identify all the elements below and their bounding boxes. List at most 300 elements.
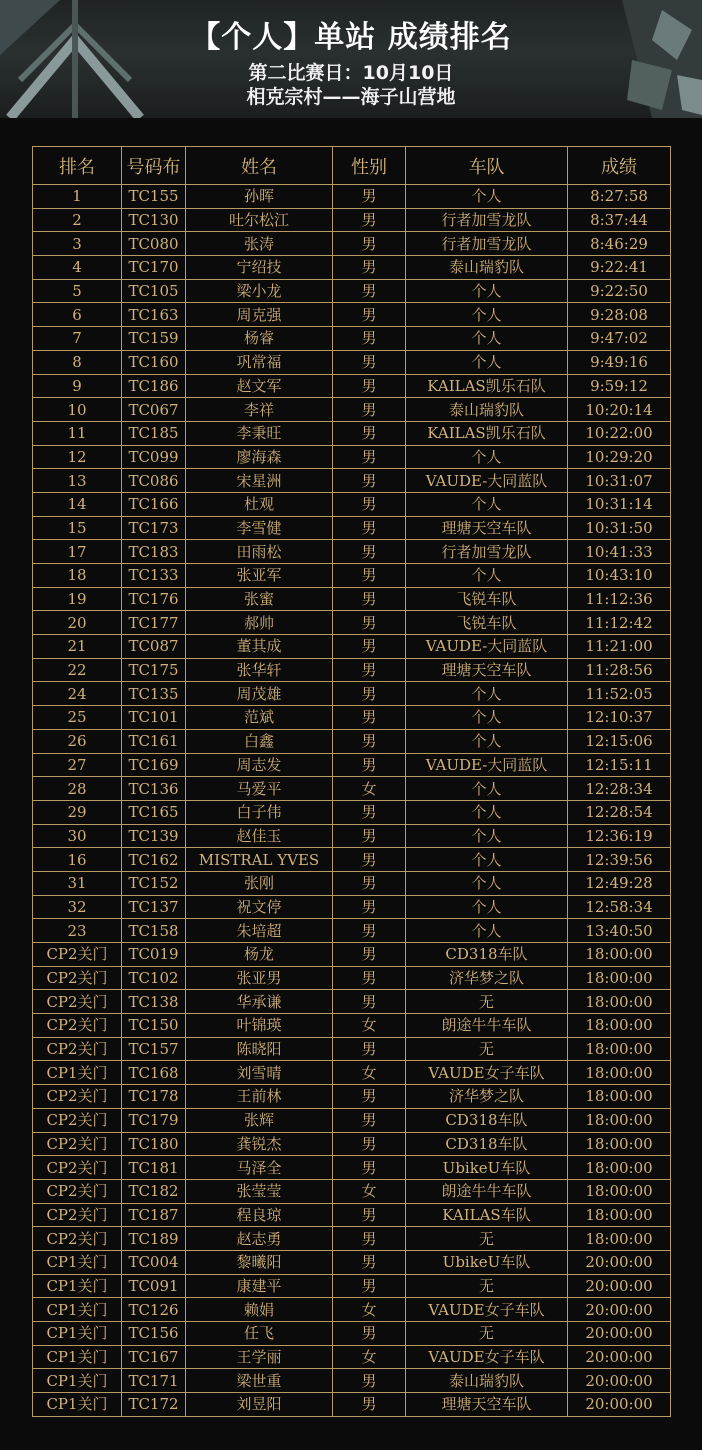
bib-cell: TC136 — [122, 777, 186, 801]
team-cell: 朗途牛牛车队 — [406, 1179, 568, 1203]
rank-cell: 25 — [33, 706, 122, 730]
bib-cell: TC179 — [122, 1108, 186, 1132]
rank-cell: CP2关门 — [33, 990, 122, 1014]
result-cell: 12:28:54 — [568, 800, 671, 824]
rank-cell: 10 — [33, 398, 122, 422]
name-cell: 巩常福 — [186, 350, 333, 374]
name-cell: 李秉旺 — [186, 421, 333, 445]
rank-cell: CP2关门 — [33, 1203, 122, 1227]
result-cell: 12:15:11 — [568, 753, 671, 777]
table-body — [33, 185, 671, 1417]
result-cell: 11:12:42 — [568, 611, 671, 635]
rank-cell: CP2关门 — [33, 1179, 122, 1203]
table-row — [33, 185, 671, 209]
name-cell: 张亚军 — [186, 564, 333, 588]
table-row — [33, 1179, 671, 1203]
rank-cell: 21 — [33, 635, 122, 659]
name-cell: 宋星洲 — [186, 469, 333, 493]
team-cell: 行者加雪龙队 — [406, 232, 568, 256]
gender-cell: 男 — [333, 587, 406, 611]
team-cell: 个人 — [406, 492, 568, 516]
result-cell: 12:10:37 — [568, 706, 671, 730]
bib-cell: TC159 — [122, 327, 186, 351]
table-row — [33, 1227, 671, 1251]
team-cell: VAUDE女子车队 — [406, 1298, 568, 1322]
bib-cell: TC180 — [122, 1132, 186, 1156]
bib-cell: TC183 — [122, 540, 186, 564]
team-cell: 个人 — [406, 895, 568, 919]
table-row — [33, 469, 671, 493]
gender-cell: 男 — [333, 516, 406, 540]
result-cell: 10:43:10 — [568, 564, 671, 588]
team-cell: 个人 — [406, 303, 568, 327]
result-cell: 9:28:08 — [568, 303, 671, 327]
bib-cell: TC004 — [122, 1250, 186, 1274]
rank-cell: 9 — [33, 374, 122, 398]
name-cell: 廖海森 — [186, 445, 333, 469]
team-cell: VAUDE-大同蓝队 — [406, 469, 568, 493]
bib-cell: TC162 — [122, 848, 186, 872]
table-row — [33, 1132, 671, 1156]
table-row — [33, 1156, 671, 1180]
result-cell: 12:49:28 — [568, 871, 671, 895]
result-cell: 8:27:58 — [568, 185, 671, 209]
rank-cell: 26 — [33, 729, 122, 753]
team-cell: 个人 — [406, 729, 568, 753]
table-row — [33, 871, 671, 895]
team-cell: 济华梦之队 — [406, 1085, 568, 1109]
name-cell: 赵文军 — [186, 374, 333, 398]
gender-cell: 女 — [333, 1298, 406, 1322]
bib-cell: TC135 — [122, 682, 186, 706]
result-cell: 10:29:20 — [568, 445, 671, 469]
team-cell: 行者加雪龙队 — [406, 208, 568, 232]
table-row — [33, 1108, 671, 1132]
name-cell: 刘昱阳 — [186, 1393, 333, 1417]
bib-cell: TC080 — [122, 232, 186, 256]
bib-cell: TC181 — [122, 1156, 186, 1180]
rank-cell: 27 — [33, 753, 122, 777]
bib-cell: TC186 — [122, 374, 186, 398]
result-cell: 12:28:34 — [568, 777, 671, 801]
gender-cell: 男 — [333, 469, 406, 493]
result-cell: 8:46:29 — [568, 232, 671, 256]
name-cell: 郝帅 — [186, 611, 333, 635]
result-cell: 9:49:16 — [568, 350, 671, 374]
gender-cell: 男 — [333, 374, 406, 398]
rank-cell: 24 — [33, 682, 122, 706]
gender-cell: 男 — [333, 1274, 406, 1298]
name-cell: 赵佳玉 — [186, 824, 333, 848]
rank-cell: CP2关门 — [33, 966, 122, 990]
name-cell: 康建平 — [186, 1274, 333, 1298]
bib-cell: TC150 — [122, 1014, 186, 1038]
name-cell: 陈晓阳 — [186, 1037, 333, 1061]
name-cell: 王学丽 — [186, 1345, 333, 1369]
gender-cell: 男 — [333, 1108, 406, 1132]
rank-cell: 16 — [33, 848, 122, 872]
rank-cell: CP1关门 — [33, 1393, 122, 1417]
team-cell: 个人 — [406, 350, 568, 374]
result-cell: 18:00:00 — [568, 1132, 671, 1156]
rank-cell: CP1关门 — [33, 1369, 122, 1393]
table-row — [33, 753, 671, 777]
table-row — [33, 208, 671, 232]
table-row — [33, 1369, 671, 1393]
team-cell: 济华梦之队 — [406, 966, 568, 990]
bib-cell: TC101 — [122, 706, 186, 730]
race-route: 相克宗村——海子山营地 — [246, 86, 456, 108]
name-cell: 程良琼 — [186, 1203, 333, 1227]
rank-cell: CP1关门 — [33, 1322, 122, 1346]
result-cell: 18:00:00 — [568, 1203, 671, 1227]
bib-cell: TC175 — [122, 658, 186, 682]
name-cell: 张涛 — [186, 232, 333, 256]
gender-cell: 男 — [333, 327, 406, 351]
rank-cell: 17 — [33, 540, 122, 564]
page-title: 【个人】单站 成绩排名 — [190, 20, 512, 55]
header-banner — [0, 0, 702, 118]
result-cell: 18:00:00 — [568, 990, 671, 1014]
name-cell: 白子伟 — [186, 800, 333, 824]
bib-cell: TC171 — [122, 1369, 186, 1393]
name-cell: 朱培超 — [186, 919, 333, 943]
result-cell: 18:00:00 — [568, 966, 671, 990]
rank-cell: CP2关门 — [33, 1085, 122, 1109]
column-header-bib: 号码布 — [122, 147, 186, 185]
bib-cell: TC155 — [122, 185, 186, 209]
result-cell: 18:00:00 — [568, 1085, 671, 1109]
gender-cell: 男 — [333, 421, 406, 445]
name-cell: 叶锦瑛 — [186, 1014, 333, 1038]
gender-cell: 男 — [333, 611, 406, 635]
table-row — [33, 1037, 671, 1061]
name-cell: 祝文停 — [186, 895, 333, 919]
name-cell: 杜观 — [186, 492, 333, 516]
name-cell: 任飞 — [186, 1322, 333, 1346]
team-cell: UbikeU车队 — [406, 1250, 568, 1274]
team-cell: 个人 — [406, 185, 568, 209]
table-row — [33, 303, 671, 327]
table-row — [33, 824, 671, 848]
table-row — [33, 350, 671, 374]
rank-cell: 7 — [33, 327, 122, 351]
team-cell: 理塘天空车队 — [406, 1393, 568, 1417]
rank-cell: 2 — [33, 208, 122, 232]
result-cell: 18:00:00 — [568, 1227, 671, 1251]
table-row — [33, 374, 671, 398]
rank-cell: CP1关门 — [33, 1250, 122, 1274]
gender-cell: 男 — [333, 492, 406, 516]
name-cell: 吐尔松江 — [186, 208, 333, 232]
table-row — [33, 943, 671, 967]
gender-cell: 男 — [333, 966, 406, 990]
column-header-team: 车队 — [406, 147, 568, 185]
rank-cell: CP2关门 — [33, 1156, 122, 1180]
team-cell: 无 — [406, 1227, 568, 1251]
bib-cell: TC091 — [122, 1274, 186, 1298]
rank-cell: 15 — [33, 516, 122, 540]
gender-cell: 男 — [333, 1250, 406, 1274]
result-cell: 10:41:33 — [568, 540, 671, 564]
gender-cell: 男 — [333, 1227, 406, 1251]
bib-cell: TC177 — [122, 611, 186, 635]
team-cell: 个人 — [406, 848, 568, 872]
name-cell: 赖娟 — [186, 1298, 333, 1322]
team-cell: KAILAS车队 — [406, 1203, 568, 1227]
rank-cell: 1 — [33, 185, 122, 209]
gender-cell: 男 — [333, 398, 406, 422]
result-cell: 11:28:56 — [568, 658, 671, 682]
table-row — [33, 587, 671, 611]
result-cell: 9:47:02 — [568, 327, 671, 351]
result-cell: 18:00:00 — [568, 1179, 671, 1203]
result-cell: 20:00:00 — [568, 1369, 671, 1393]
result-cell: 12:58:34 — [568, 895, 671, 919]
table-row — [33, 279, 671, 303]
table-row — [33, 990, 671, 1014]
table-row — [33, 895, 671, 919]
rank-cell: 18 — [33, 564, 122, 588]
table-row — [33, 800, 671, 824]
gender-cell: 男 — [333, 540, 406, 564]
gender-cell: 男 — [333, 279, 406, 303]
name-cell: 马泽全 — [186, 1156, 333, 1180]
gender-cell: 女 — [333, 1061, 406, 1085]
team-cell: UbikeU车队 — [406, 1156, 568, 1180]
bib-cell: TC160 — [122, 350, 186, 374]
bib-cell: TC156 — [122, 1322, 186, 1346]
rank-cell: 11 — [33, 421, 122, 445]
table-row — [33, 1250, 671, 1274]
bib-cell: TC099 — [122, 445, 186, 469]
rank-cell: CP1关门 — [33, 1298, 122, 1322]
gender-cell: 男 — [333, 1322, 406, 1346]
name-cell: 张刚 — [186, 871, 333, 895]
rank-cell: 29 — [33, 800, 122, 824]
team-cell: VAUDE女子车队 — [406, 1061, 568, 1085]
result-cell: 10:31:07 — [568, 469, 671, 493]
table-row — [33, 1298, 671, 1322]
ranking-table — [32, 146, 671, 1417]
team-cell: 个人 — [406, 777, 568, 801]
result-cell: 9:59:12 — [568, 374, 671, 398]
table-row — [33, 564, 671, 588]
name-cell: 龚锐杰 — [186, 1132, 333, 1156]
bib-cell: TC176 — [122, 587, 186, 611]
team-cell: CD318车队 — [406, 1108, 568, 1132]
result-cell: 10:20:14 — [568, 398, 671, 422]
bib-cell: TC165 — [122, 800, 186, 824]
bib-cell: TC187 — [122, 1203, 186, 1227]
team-cell: 飞锐车队 — [406, 587, 568, 611]
result-cell: 20:00:00 — [568, 1298, 671, 1322]
table-header-row — [33, 147, 671, 185]
team-cell: 个人 — [406, 564, 568, 588]
rank-cell: CP2关门 — [33, 1037, 122, 1061]
table-row — [33, 1061, 671, 1085]
table-row — [33, 1345, 671, 1369]
result-cell: 20:00:00 — [568, 1345, 671, 1369]
team-cell: VAUDE-大同蓝队 — [406, 635, 568, 659]
team-cell: 个人 — [406, 706, 568, 730]
gender-cell: 男 — [333, 848, 406, 872]
name-cell: 梁世重 — [186, 1369, 333, 1393]
table-row — [33, 966, 671, 990]
rank-cell: 23 — [33, 919, 122, 943]
name-cell: 刘雪晴 — [186, 1061, 333, 1085]
result-cell: 11:52:05 — [568, 682, 671, 706]
name-cell: 田雨松 — [186, 540, 333, 564]
name-cell: 白鑫 — [186, 729, 333, 753]
name-cell: 赵志勇 — [186, 1227, 333, 1251]
table-row — [33, 611, 671, 635]
bib-cell: TC102 — [122, 966, 186, 990]
gender-cell: 男 — [333, 895, 406, 919]
table-row — [33, 327, 671, 351]
table-row — [33, 445, 671, 469]
rank-cell: 31 — [33, 871, 122, 895]
bib-cell: TC163 — [122, 303, 186, 327]
table-row — [33, 1274, 671, 1298]
bib-cell: TC152 — [122, 871, 186, 895]
rank-cell: 22 — [33, 658, 122, 682]
team-cell: VAUDE女子车队 — [406, 1345, 568, 1369]
race-date: 第二比赛日：10月10日 — [248, 62, 454, 84]
bib-cell: TC067 — [122, 398, 186, 422]
table-row — [33, 682, 671, 706]
result-cell: 20:00:00 — [568, 1250, 671, 1274]
result-cell: 18:00:00 — [568, 943, 671, 967]
team-cell: 泰山瑞豹队 — [406, 398, 568, 422]
bib-cell: TC158 — [122, 919, 186, 943]
name-cell: 梁小龙 — [186, 279, 333, 303]
gender-cell: 男 — [333, 635, 406, 659]
name-cell: 华承谦 — [186, 990, 333, 1014]
name-cell: 周志发 — [186, 753, 333, 777]
bib-cell: TC139 — [122, 824, 186, 848]
gender-cell: 男 — [333, 729, 406, 753]
bib-cell: TC086 — [122, 469, 186, 493]
bib-cell: TC172 — [122, 1393, 186, 1417]
name-cell: 黎曦阳 — [186, 1250, 333, 1274]
table-row — [33, 706, 671, 730]
rank-cell: CP2关门 — [33, 1227, 122, 1251]
gender-cell: 男 — [333, 1203, 406, 1227]
team-cell: 泰山瑞豹队 — [406, 1369, 568, 1393]
name-cell: 张华轩 — [186, 658, 333, 682]
rank-cell: 12 — [33, 445, 122, 469]
result-cell: 13:40:50 — [568, 919, 671, 943]
name-cell: 李雪健 — [186, 516, 333, 540]
bib-cell: TC189 — [122, 1227, 186, 1251]
result-cell: 20:00:00 — [568, 1322, 671, 1346]
bib-cell: TC173 — [122, 516, 186, 540]
table-row — [33, 1014, 671, 1038]
team-cell: 无 — [406, 1037, 568, 1061]
rank-cell: 28 — [33, 777, 122, 801]
team-cell: 理塘天空车队 — [406, 516, 568, 540]
team-cell: 无 — [406, 1322, 568, 1346]
gender-cell: 男 — [333, 256, 406, 280]
table-row — [33, 492, 671, 516]
result-cell: 9:22:50 — [568, 279, 671, 303]
gender-cell: 男 — [333, 185, 406, 209]
bib-cell: TC169 — [122, 753, 186, 777]
rank-cell: CP2关门 — [33, 1108, 122, 1132]
team-cell: VAUDE-大同蓝队 — [406, 753, 568, 777]
name-cell: 张亚男 — [186, 966, 333, 990]
rank-cell: 20 — [33, 611, 122, 635]
result-cell: 10:31:14 — [568, 492, 671, 516]
bib-cell: TC126 — [122, 1298, 186, 1322]
rank-cell: 5 — [33, 279, 122, 303]
rank-cell: 30 — [33, 824, 122, 848]
team-cell: 个人 — [406, 919, 568, 943]
name-cell: 杨睿 — [186, 327, 333, 351]
gender-cell: 男 — [333, 350, 406, 374]
team-cell: 个人 — [406, 682, 568, 706]
table-row — [33, 635, 671, 659]
rank-cell: CP2关门 — [33, 943, 122, 967]
name-cell: 马爱平 — [186, 777, 333, 801]
rank-cell: CP1关门 — [33, 1061, 122, 1085]
name-cell: 张莹莹 — [186, 1179, 333, 1203]
gender-cell: 女 — [333, 1345, 406, 1369]
gender-cell: 男 — [333, 208, 406, 232]
rank-cell: 4 — [33, 256, 122, 280]
bib-cell: TC185 — [122, 421, 186, 445]
bib-cell: TC019 — [122, 943, 186, 967]
name-cell: 周茂雄 — [186, 682, 333, 706]
gender-cell: 男 — [333, 824, 406, 848]
gender-cell: 男 — [333, 564, 406, 588]
table-row — [33, 256, 671, 280]
name-cell: 孙晖 — [186, 185, 333, 209]
gender-cell: 男 — [333, 303, 406, 327]
gender-cell: 男 — [333, 919, 406, 943]
result-cell: 8:37:44 — [568, 208, 671, 232]
name-cell: 张蜜 — [186, 587, 333, 611]
gender-cell: 男 — [333, 871, 406, 895]
name-cell: 周克强 — [186, 303, 333, 327]
table-row — [33, 1322, 671, 1346]
column-header-result: 成绩 — [568, 147, 671, 185]
team-cell: 理塘天空车队 — [406, 658, 568, 682]
table-row — [33, 729, 671, 753]
table-row — [33, 777, 671, 801]
column-header-rank: 排名 — [33, 147, 122, 185]
gender-cell: 男 — [333, 1393, 406, 1417]
team-cell: CD318车队 — [406, 943, 568, 967]
result-cell: 18:00:00 — [568, 1156, 671, 1180]
rank-cell: 3 — [33, 232, 122, 256]
bib-cell: TC105 — [122, 279, 186, 303]
team-cell: CD318车队 — [406, 1132, 568, 1156]
gender-cell: 女 — [333, 1179, 406, 1203]
result-cell: 12:36:19 — [568, 824, 671, 848]
gender-cell: 男 — [333, 800, 406, 824]
table-row — [33, 1085, 671, 1109]
team-cell: 个人 — [406, 279, 568, 303]
result-cell: 20:00:00 — [568, 1393, 671, 1417]
gender-cell: 男 — [333, 1369, 406, 1393]
name-cell: 李祥 — [186, 398, 333, 422]
team-cell: KAILAS凯乐石队 — [406, 374, 568, 398]
bib-cell: TC138 — [122, 990, 186, 1014]
gender-cell: 男 — [333, 943, 406, 967]
bib-cell: TC170 — [122, 256, 186, 280]
